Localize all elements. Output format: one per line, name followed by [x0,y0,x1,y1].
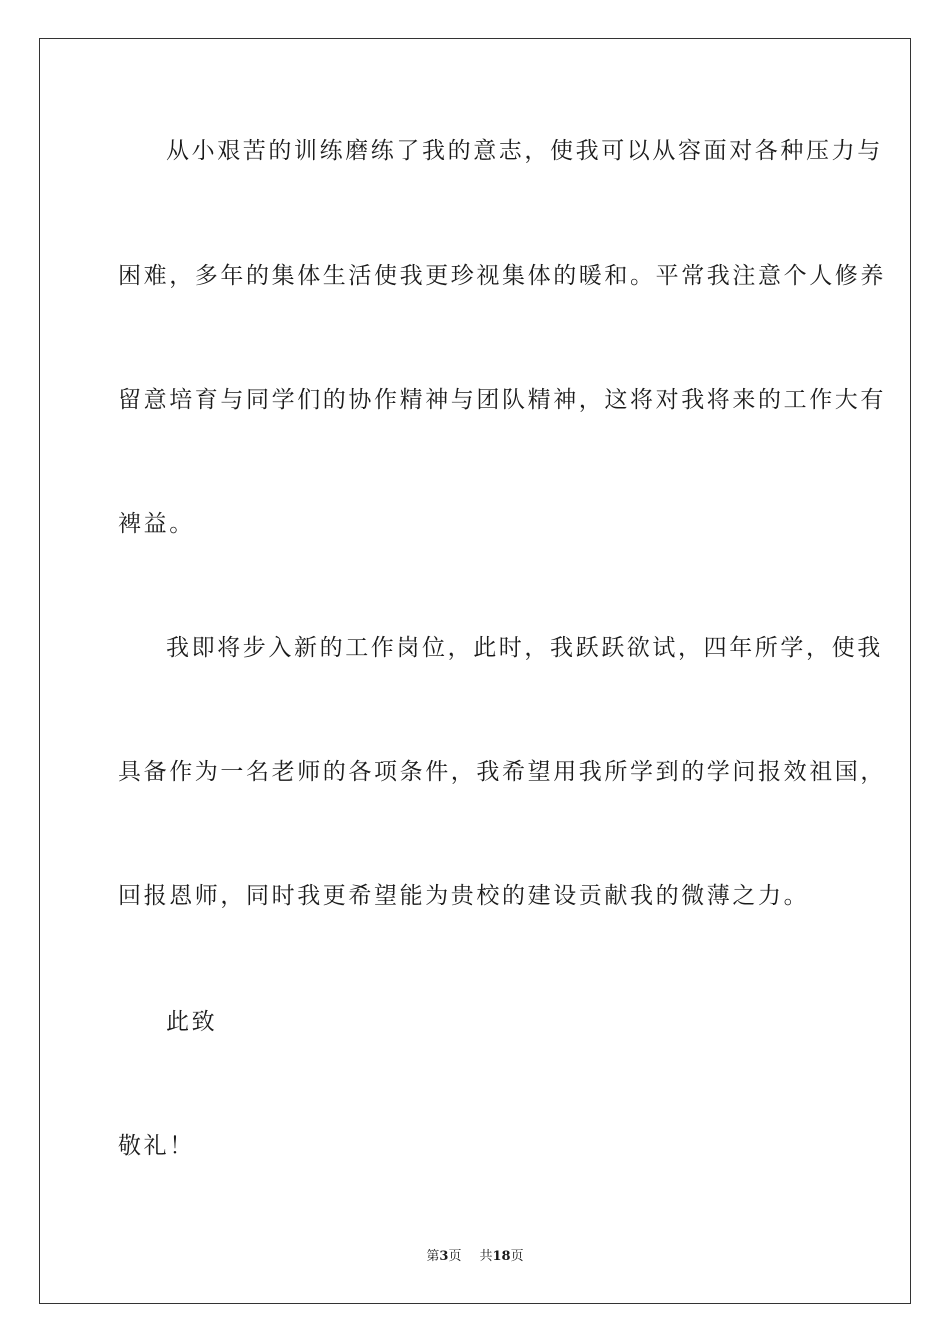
paragraph-1-line-4: 裨益。 [118,511,195,537]
total-pages: 18 [492,1249,511,1264]
paragraph-2-line-1: 我即将步入新的工作岗位，此时，我跃跃欲试，四年所学，使我 [166,635,883,661]
closing-regards: 敬礼！ [118,1133,195,1159]
page-frame [39,38,911,1304]
paragraph-1-line-1: 从小艰苦的训练磨练了我的意志，使我可以从容面对各种压力与 [166,138,883,164]
page-prefix: 第 [426,1249,440,1264]
page-number: 3 [439,1249,449,1264]
closing-salutation: 此致 [166,1009,218,1035]
total-suffix: 页 [510,1249,524,1264]
page-footer [0,1248,950,1266]
page-suffix: 页 [448,1249,462,1264]
paragraph-2-line-3: 回报恩师，同时我更希望能为贵校的建设贡献我的微薄之力。 [118,883,810,909]
paragraph-2-line-2: 具备作为一名老师的各项条件，我希望用我所学到的学问报效祖国， [118,759,886,785]
total-prefix: 共 [479,1249,493,1264]
paragraph-1-line-3: 留意培育与同学们的协作精神与团队精神，这将对我将来的工作大有 [118,387,886,413]
paragraph-1-line-2: 困难，多年的集体生活使我更珍视集体的暖和。平常我注意个人修养 [118,263,886,289]
